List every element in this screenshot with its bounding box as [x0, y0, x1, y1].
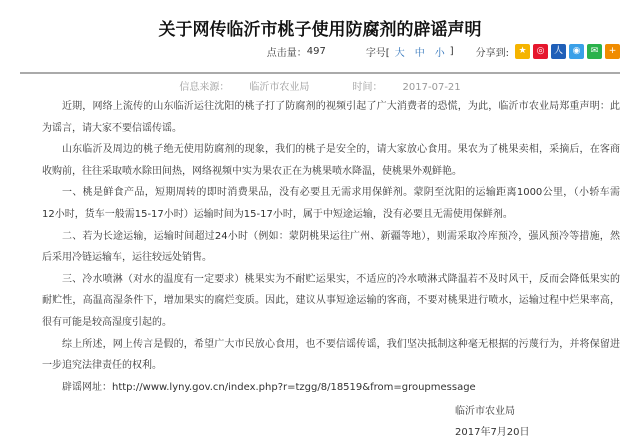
article-source: 信息来源： 临沂市农业局 时间： 2017-07-21 [179, 82, 461, 93]
paragraph [42, 377, 620, 399]
weibo-icon[interactable]: ◎ [533, 44, 548, 59]
qzone-icon[interactable]: ★ [515, 44, 530, 59]
font-size-medium[interactable]: 中 [414, 47, 425, 59]
paragraph-line: 一、桃是鲜食产品，短期周转的即时消费果品，没有必要且无需求用保鲜剂。蒙阴至沈阳的运输距离1000公里，（小轿车需 [62, 187, 620, 199]
hit-count: 点击量： 497 [266, 45, 326, 59]
share-icons [512, 44, 620, 59]
paragraph-line: 收购前，往往采取喷水除田间热，网络视频中实为果农正在为桃果喷水降温，使桃果外观鲜艳。 [42, 165, 462, 177]
font-size-small[interactable]: 小 [434, 47, 445, 59]
paragraph-line: 二、若为长途运输，运输时间超过24小时（例如：蒙阴桃果运往广州、新疆等地），则需采取冷库预冷，强风预冷等措施，然 [62, 230, 620, 242]
paragraph-line: 耐贮性，高温高湿条件下，增加果实的腐烂变质。因此，建议从事短途运输的客商，不要对桃果进行喷水，运输过程中烂果率高， [42, 295, 620, 307]
qq-icon[interactable]: ◉ [569, 44, 584, 59]
paragraph [42, 226, 620, 269]
paragraph [42, 96, 620, 139]
article-body [42, 96, 620, 398]
paragraph-line: 很有可能是较高湿度引起的。 [42, 316, 172, 328]
publish-time: 2017-07-21 [402, 82, 461, 93]
article-meta [0, 42, 620, 60]
font-size-controls: 字号[ 大 中 小 ] [365, 45, 454, 59]
source-value: 临沂市农业局 [249, 82, 310, 93]
paragraph [42, 139, 620, 182]
paragraph-line: 综上所述，网上传言是假的，希望广大市民放心食用，也不要信谣传谣，我们坚决抵制这种毫无根据的污蔑行为，并将保留进 [62, 338, 620, 350]
paragraph-line: 12小时，货车一般需15-17小时）运输时间为15-17小时，属于中短途运输，没有必要且无需使用保鲜剂。 [42, 208, 513, 220]
paragraph [42, 269, 620, 334]
paragraph [42, 182, 620, 225]
paragraph [42, 334, 620, 377]
more-share-icon[interactable]: + [605, 44, 620, 59]
renren-icon[interactable]: 人 [551, 44, 566, 59]
paragraph-line: 后采用冷链运输车，运往较远处销售。 [42, 252, 212, 264]
divider [20, 72, 620, 74]
paragraph-line: 为谣言，请大家不要信谣传谣。 [42, 122, 182, 134]
font-size-large[interactable]: 大 [394, 47, 405, 59]
share-label: 分享到: [475, 47, 509, 59]
wechat-icon[interactable]: ✉ [587, 44, 602, 59]
paragraph-line: 近期，网络上流传的山东临沂运往沈阳的桃子打了防腐剂的视频引起了广大消费者的恐慌，为此，临沂市农业局郑重声明：此 [62, 101, 620, 112]
signature-date: 2017年7月20日 [455, 427, 530, 438]
paragraph-line: 一步追究法律责任的权利。 [42, 360, 162, 372]
paragraph-line: 山东临沂及周边的桃子绝无使用防腐剂的现象，我们的桃子是安全的，请大家放心食用。果农为了桃果卖相，采摘后，在客商 [62, 144, 620, 156]
article-title: 关于网传临沂市桃子使用防腐剂的辟谣声明 [158, 20, 482, 40]
signature-org: 临沂市农业局 [455, 406, 515, 417]
paragraph-line: 三、冷水喷淋（对水的温度有一定要求）桃果实为不耐贮运果实，不适应的冷水喷淋式降温若不及时风干，反而会降低果实的 [62, 273, 620, 285]
rumor-url-line[interactable]: 辟谣网址：http://www.lyny.gov.cn/index.php?r=tzgg/8/18519&from=groupmessage [62, 381, 476, 393]
